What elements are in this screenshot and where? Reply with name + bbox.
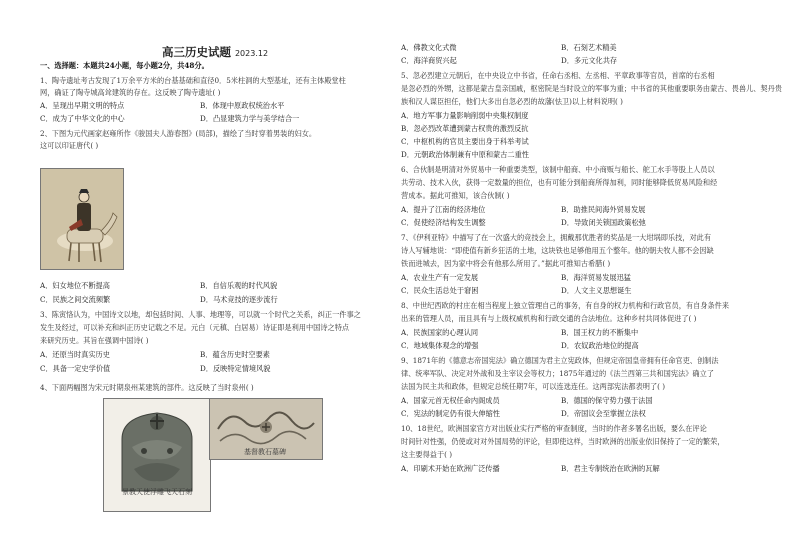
section-heading: 一、选择题：本题共24小题，每小题2分，共48分。 [40,61,209,70]
q2-option-d: D．马术竞技的逐步流行 [200,295,278,304]
question-7-options-row-2 [401,285,761,296]
q1-option-a: A．呈现出早期文明的特点 [40,101,125,110]
q1-option-d: D．凸显建筑力学与美学结合一 [200,114,300,123]
question-10-line-1: 10、18世纪，欧洲国家官方对出版业实行严格的审查制度，当时的作者多署名出版，要么在评论 [401,424,707,433]
q6-option-d: D．导致闭关锁国政策松弛 [561,218,646,227]
q9-option-c: C．宪法的制定仍有很大伸缩性 [401,409,500,418]
q6-option-b: B．助推民间海外贸易发展 [561,205,646,214]
question-8-line-2: 出来的管理人员，而且具有与上级权威机构和行政交通的合法地位。这种乡村共同体促进了( ) [401,314,697,323]
q2-option-a: A．妇女地位不断提高 [40,281,110,290]
question-8-options-row-2 [401,340,761,351]
question-1-line-2: 网，确证了陶寺城高耸建筑的存在。这反映了陶寺遗址( ) [40,88,221,97]
question-10-options-row-1 [401,463,761,474]
q5-option-b: B．忽必烈改革遭到蒙古权贵的激烈反抗 [401,124,529,133]
q3-option-a: A．还原当时真实历史 [40,350,110,359]
question-8-options-row-1 [401,327,761,338]
q1-option-c: C．成为了中华文化的中心 [40,114,125,123]
exam-header [40,41,390,60]
q4-option-c: C．海洋商贸兴起 [401,56,457,65]
question-7-line-3: 铁而进城去，因为家中将会有他那么所用了。”据此可推知古希腊( ) [401,259,611,268]
question-6-line-3: 营成本。据此可推知，该合伙制( ) [401,191,510,200]
exam-date: 2023.12 [234,49,269,58]
question-3-line-1: 3、陈寅恪认为，中国诗文以地，却包括时间、人事、地理等，可以就一个时代之关系，纠正一件事之 [40,310,361,319]
left-figure-caption: 景教天使浮雕飞天石刻 [122,488,192,496]
question-9-line-3: 法国为民主共和政体，但规定总统任期7年，可以连选连任。这两部宪法都表明了( ) [401,382,666,391]
q9-option-a: A．国家元首无权任命内阁成员 [401,396,500,405]
question-7-line-1: 7、《伊利亚特》中描写了在一次盛大的竞技会上，拥戴那优胜者的奖品是一大坩埚即乐技，对此有 [401,233,712,242]
question-6-options-row-2 [401,217,761,228]
q8-option-c: C．地域集体观念的增强 [401,341,479,350]
question-1-options-row-2 [40,113,390,124]
q7-option-a: A．农业生产有一定发展 [401,273,479,282]
q6-option-c: C．促使经济结构发生调整 [401,218,486,227]
q10-option-a: A．印刷术开始在欧洲广泛传播 [401,464,500,473]
q7-option-d: D．人文主义思想诞生 [561,286,632,295]
question-4-options-row-2 [401,55,761,66]
question-9-options-row-2 [401,408,761,419]
q9-option-b: B．德国的保守势力强于法国 [561,396,653,405]
question-9-line-2: 律、统率军队、决定对外战和及主宰议会等权力；1875年通过的《法兰西第三共和国宪法》确立了 [401,369,714,378]
question-1-line-1: 1、陶寺遗址考古发现了1万余平方米的台基基础和直径0．5米柱洞的大型基址，还有主体殿堂柱 [40,76,346,85]
question-8-line-1: 8、中世纪西欧的村庄在相当程度上独立管理自己的事务，有自身的权力机构和行政官员，有自身条件来 [401,301,730,310]
question-2-line-1: 2、下图为元代画家赵雍所作《骏国夫人游春图》(局部)，描绘了当时穿着男装的妇女。 [40,129,317,138]
question-5-line-3: 族和汉人谋臣担任，他们大多出自忽必烈的故藩(怯卫)以上材料说明( ) [401,97,623,106]
stone-carving-figure [103,398,211,512]
right-figure-caption: 基督教石墓碑 [244,448,286,456]
question-3-line-3: 来研究历史。其旨在强调中国诗( ) [40,336,149,345]
question-5-line-2: 是忽必烈的外甥，这都是蒙古皇亲国戚，枢密院是当时设立的军事为重；中书省的其他重要职务由蒙古、畏兽儿、契丹贵 [401,84,782,93]
q4-option-b: B．石刻艺术精美 [561,43,617,52]
q2-option-b: B．自信乐观的时代风貌 [200,281,278,290]
question-6-line-2: 共劳动、技术入伙，获得一定数量的担位，也有可能分到船商所得加利，同时能够降低贸易风险和经 [401,178,718,187]
q9-option-d: D．帝国议会至掌握立法权 [561,409,646,418]
question-5-line-1: 5、忽必烈建立元朝后，在中央设立中书省，任命右丞相、左丞相、平章政事等官员，首席的右丞相 [401,71,715,80]
question-10-line-3: 这主要得益于( ) [401,450,453,459]
q8-option-a: A．民族国家的心理认同 [401,328,479,337]
question-2-line-2: 这可以印证唐代( ) [40,141,99,150]
question-6-options-row-1 [401,204,761,215]
q7-option-c: C．民众生活总处于窘困 [401,286,479,295]
q5-option-a: A．地方军事力量影响削弱中央集权制度 [401,111,529,120]
q3-option-d: D．反映特定情境风貌 [200,364,271,373]
q3-option-b: B．蕴含历史时空要素 [200,350,270,359]
painting-figure [40,168,124,270]
page-title: 高三历史试题 [161,45,231,59]
question-2-options-row-2 [40,294,390,305]
question-10-line-2: 时间针对性强，仍使或对对外国局势的评论，但即使这样，当时欧洲的出版业依旧保持了一定的繁荣， [401,437,725,446]
q8-option-b: B．国王权力的不断集中 [561,328,639,337]
question-6-line-1: 6、合伙制是明清对外贸易中一种重要类型，该制中船商、中小商贩与船长、舵工水手等股上人员以 [401,165,715,174]
question-3-options-row-2 [40,363,390,374]
question-4-stem: 4、下面两幅图为宋元时期泉州某建筑的部件。这反映了当时泉州( ) [40,383,254,392]
q3-option-c: C．具备一定史学价值 [40,364,111,373]
q5-option-c: C．中枢机构的官员主要出身于科举考试 [401,137,529,146]
q10-option-b: B．君主专制统治在欧洲的瓦解 [561,464,660,473]
q4-option-a: A．佛教文化式微 [401,43,457,52]
q1-option-b: B．体现中原政权统治水平 [200,101,285,110]
q5-option-d: D．元朝政治体制兼有中原和蒙古二重性 [401,150,529,159]
question-9-options-row-1 [401,395,761,406]
question-3-line-2: 发生及经过，可以补充和纠正历史记载之不足。元白（元稹、白居易）诗证即是利用中国诗之特点 [40,323,350,332]
q4-option-d: D．多元文化共存 [561,56,618,65]
q2-option-c: C．民族之间交流频繁 [40,295,111,304]
horse-rider-illustration [41,169,123,269]
question-3-options-row-1 [40,349,390,360]
q7-option-b: B．海洋贸易发展迅猛 [561,273,631,282]
question-4-options-row-1 [401,42,761,53]
q8-option-d: D．农奴政治地位的提高 [561,341,639,350]
question-1-options-row-1 [40,100,390,111]
question-7-line-2: 诗人写辅地说：“即使值有新乡狂活的土地，这块铁也足够他用五个整年。他的朝夫牧人都不会因缺 [401,246,714,255]
question-2-options-row-1 [40,280,390,291]
question-9-line-1: 9、1871年的《德意志帝国宪法》确立德国为君主立宪政体，但规定帝国皇帝拥有任命官吏、创制法 [401,356,719,365]
q6-option-a: A．提升了江南的经济地位 [401,205,486,214]
question-7-options-row-1 [401,272,761,283]
